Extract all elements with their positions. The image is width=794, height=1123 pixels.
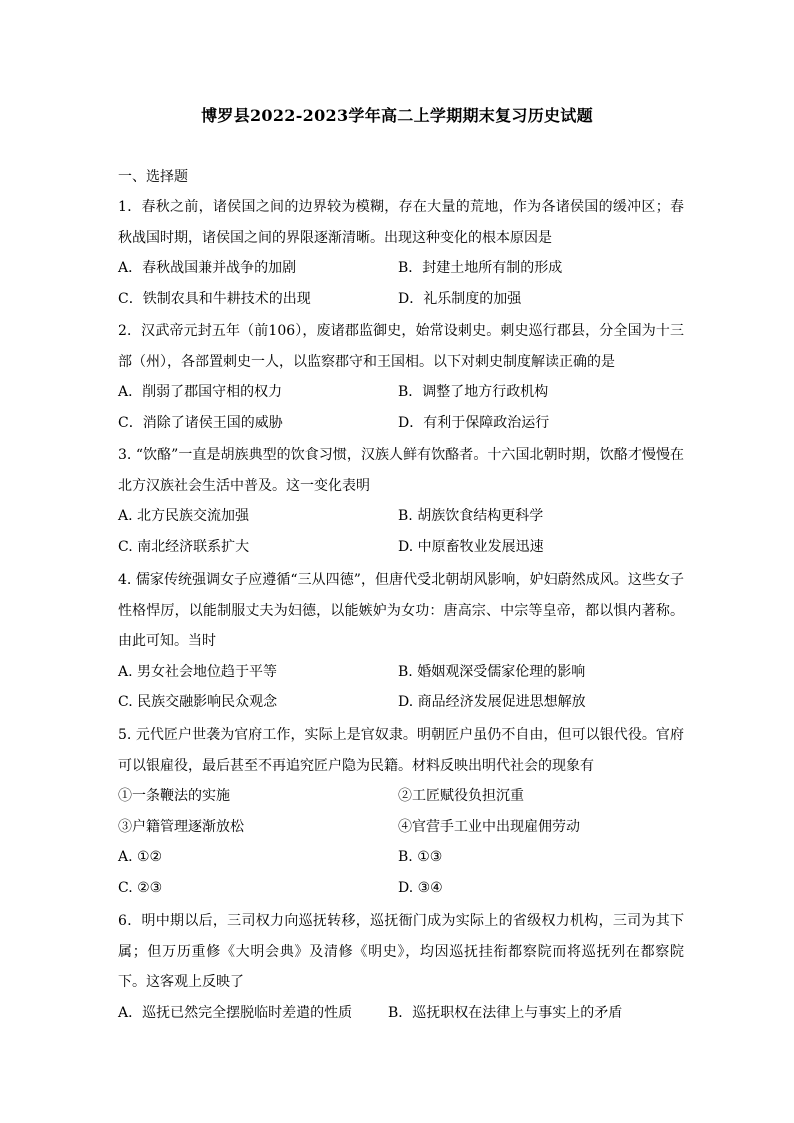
question-5 xyxy=(118,720,684,903)
question-6 xyxy=(118,906,684,1028)
options xyxy=(118,657,684,718)
question-4 xyxy=(118,565,684,718)
option-b[interactable]: B．封建土地所有制的形成 xyxy=(398,260,563,276)
option-c[interactable]: C. 民族交融影响民众观念 xyxy=(118,694,278,710)
question-stem: 3. “饮酪”一直是胡族典型的饮食习惯，汉族人鲜有饮酪者。十六国北朝时期，饮酪才慢慢在北方汉族社会生活中普及。这一变化表明 xyxy=(118,447,684,494)
option-b[interactable]: B．调整了地方行政机构 xyxy=(398,384,549,400)
option-d[interactable]: D. 中原畜牧业发展迅速 xyxy=(398,538,544,555)
option-d[interactable]: D. ③④ xyxy=(398,879,443,896)
page-title: 博罗县2022-2023学年高二上学期期末复习历史试题 xyxy=(201,106,593,125)
statement-items xyxy=(118,781,684,842)
option-d[interactable]: D. 商品经济发展促进思想解放 xyxy=(398,694,586,710)
option-c[interactable]: C．消除了诸侯王国的威胁 xyxy=(118,414,283,431)
option-c[interactable]: C. 南北经济联系扩大 xyxy=(118,538,250,555)
option-d[interactable]: D．有利于保障政治运行 xyxy=(398,414,550,431)
statement-item: ③户籍管理逐渐放松 xyxy=(118,818,244,835)
question-3 xyxy=(118,440,684,562)
statement-item: ④官营手工业中出现雇佣劳动 xyxy=(398,818,580,835)
option-d[interactable]: D．礼乐制度的加强 xyxy=(398,290,522,307)
option-b[interactable]: B．巡抚职权在法律上与事实上的矛盾 xyxy=(388,1004,623,1021)
option-b[interactable]: B. ①③ xyxy=(398,849,443,865)
options xyxy=(118,253,684,314)
options xyxy=(118,501,684,562)
statement-item: ②工匠赋役负担沉重 xyxy=(398,788,524,804)
option-a[interactable]: A. 北方民族交流加强 xyxy=(118,508,250,524)
options xyxy=(118,842,684,903)
question-stem: 5. 元代匠户世袭为官府工作，实际上是官奴隶。明朝匠户虽仍不自由，但可以银代役。官府可以银雇役，最后甚至不再追究匠户隐为民籍。材料反映出明代社会的现象有 xyxy=(118,727,684,774)
statement-item: ①一条鞭法的实施 xyxy=(118,788,230,804)
option-c[interactable]: C．铁制农具和牛耕技术的出现 xyxy=(118,290,311,307)
question-stem: 6．明中期以后，三司权力向巡抚转移，巡抚衙门成为实际上的省级权力机构，三司为其下属；但万历重修《大明会典》及清修《明史》，均因巡抚挂衔都察院而将巡抚列在都察院下。这客观上反映了 xyxy=(118,913,684,990)
option-b[interactable]: B. 胡族饮食结构更科学 xyxy=(398,508,544,524)
options xyxy=(118,998,684,1029)
question-stem: 4. 儒家传统强调女子应遵循“三从四德”，但唐代受北朝胡风影响，妒妇蔚然成风。这些女子性格悍厉，以能制服丈夫为妇德，以能嫉妒为女功：唐高宗、中宗等皇帝，都以惧内著称。由此可知。当时 xyxy=(118,572,684,649)
option-a[interactable]: A．巡抚已然完全摆脱临时差遣的性质 xyxy=(118,1004,353,1021)
question-stem: 1．春秋之前，诸侯国之间的边界较为模糊，存在大量的荒地，作为各诸侯国的缓冲区；春秋战国时期，诸侯国之间的界限逐渐清晰。出现这种变化的根本原因是 xyxy=(118,199,684,246)
question-2 xyxy=(118,316,684,438)
option-a[interactable]: A. 男女社会地位趋于平等 xyxy=(118,663,278,680)
option-a[interactable]: A．削弱了郡国守相的权力 xyxy=(118,384,283,400)
question-stem: 2．汉武帝元封五年（前106），废诸郡监御史，始常设刺史。刺史巡行郡县，分全国为十三部（州），各部置刺史一人，以监察郡守和王国相。以下对刺史制度解读正确的是 xyxy=(118,323,684,370)
options xyxy=(118,377,684,438)
question-1 xyxy=(118,192,684,314)
option-b[interactable]: B. 婚姻观深受儒家伦理的影响 xyxy=(398,663,586,680)
option-a[interactable]: A. ①② xyxy=(118,849,163,865)
option-c[interactable]: C. ②③ xyxy=(118,879,163,896)
option-a[interactable]: A．春秋战国兼并战争的加剧 xyxy=(118,260,297,276)
section-heading: 一、选择题 xyxy=(118,169,188,185)
